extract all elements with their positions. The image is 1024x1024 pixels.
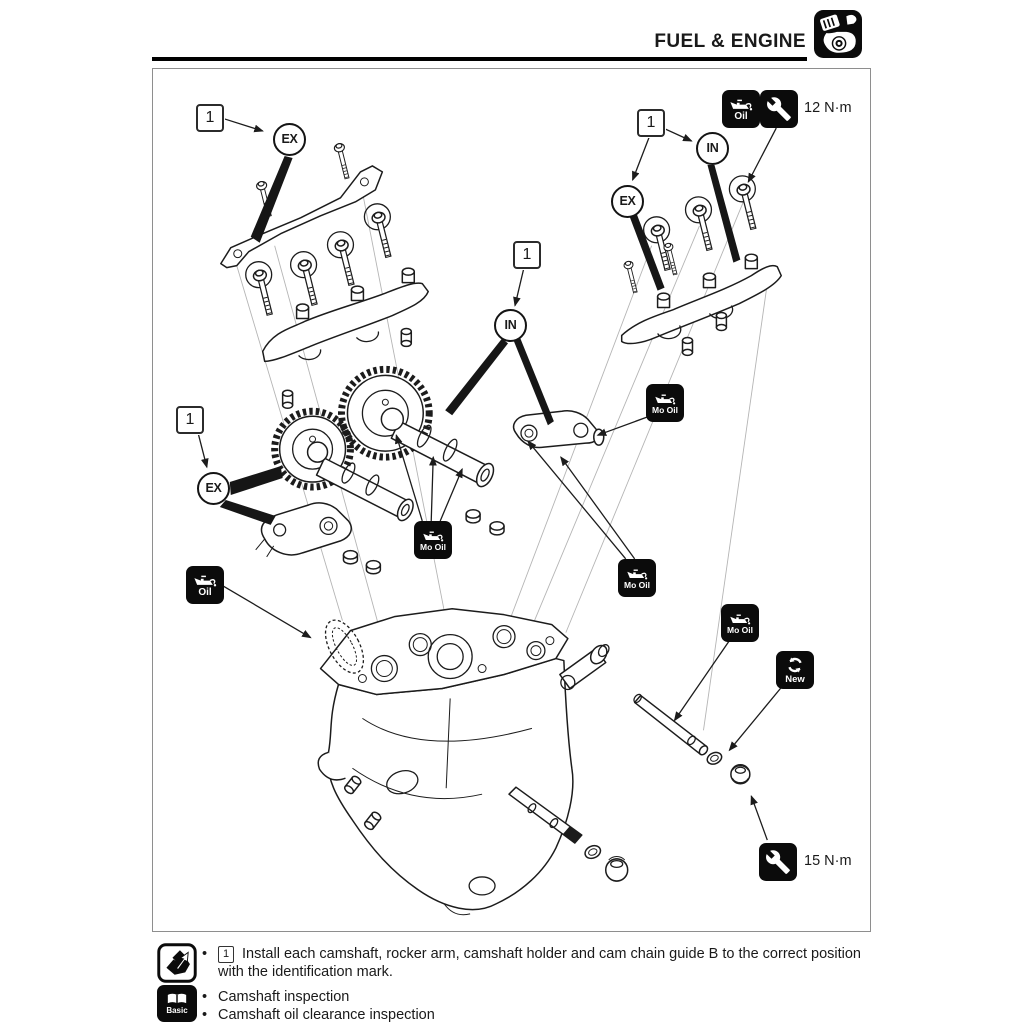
basic-item-text: Camshaft oil clearance inspection	[218, 1007, 435, 1023]
sealing-bolt-lower	[606, 857, 628, 882]
mo-oil-badge-label: Mo Oil	[420, 541, 446, 552]
callout-1-intake-cam: 1	[513, 241, 541, 269]
basic-item-row	[202, 1006, 435, 1024]
install-note-text	[218, 945, 874, 981]
cam-chain-guide-b	[221, 143, 383, 268]
install-note-row	[202, 945, 874, 981]
oil-can-icon	[729, 612, 751, 625]
page-title: FUEL & ENGINE	[654, 31, 806, 52]
oil-badge-label: Oil	[734, 110, 748, 122]
sealing-washer-upper	[705, 750, 723, 766]
diagram-frame	[152, 68, 871, 932]
mo-oil-badge-camshafts	[414, 521, 452, 559]
mo-oil-badge-label: Mo Oil	[624, 579, 650, 590]
mo-oil-badge-pipe	[721, 604, 759, 642]
ex-mark-right: EX	[611, 185, 644, 218]
callout-1-guide-plate: 1	[196, 104, 224, 132]
callout-1-intake-holder: 1	[637, 109, 665, 137]
oil-can-icon	[193, 573, 217, 587]
basic-item-row	[202, 988, 349, 1006]
intake-camshaft-holder	[622, 176, 782, 355]
callout-1-exhaust-cam: 1	[176, 406, 204, 434]
wrench-icon	[765, 849, 791, 875]
wrench-badge-top	[760, 90, 798, 128]
oil-can-icon	[654, 392, 676, 405]
mo-oil-badge-rocker-right	[646, 384, 684, 422]
install-note-body: Install each camshaft, rocker arm, camshaft holder and cam chain guide B to the correct position with the identification mark.	[218, 946, 861, 980]
mo-oil-badge-label: Mo Oil	[727, 624, 753, 635]
wrench-icon	[766, 96, 792, 122]
basic-item-text: Camshaft inspection	[218, 989, 350, 1005]
new-parts-icon	[786, 656, 804, 674]
callout-ref-1: 1	[218, 946, 234, 963]
torque-value-sealing-bolt: 15 N·m	[804, 853, 852, 869]
mo-oil-badge-rocker-mid	[618, 559, 656, 597]
oil-can-icon	[422, 529, 444, 542]
bullet: •	[202, 989, 208, 1005]
oil-badge-label: Oil	[198, 586, 212, 598]
note-icon	[157, 943, 197, 983]
mo-oil-badge-label: Mo Oil	[652, 404, 678, 415]
sealing-bolt-upper	[731, 765, 750, 784]
new-parts-badge	[776, 651, 814, 689]
rocker-arm-exhaust	[256, 503, 352, 557]
in-mark-center: IN	[494, 309, 527, 342]
oil-badge-top	[722, 90, 760, 128]
oil-control-pipe	[632, 693, 709, 756]
ex-mark-left: EX	[197, 472, 230, 505]
in-mark-top-right: IN	[696, 132, 729, 165]
engine-icon	[814, 10, 862, 58]
oil-can-icon	[626, 567, 648, 580]
exploded-diagram-art	[153, 69, 870, 931]
new-badge-label: New	[785, 673, 805, 685]
basic-icon-label: Basic	[166, 1005, 188, 1015]
wrench-badge-bottom	[759, 843, 797, 881]
oil-badge-head	[186, 566, 224, 604]
cylinder-head	[318, 609, 611, 915]
basic-manual-icon	[157, 985, 197, 1022]
open-book-icon	[166, 993, 188, 1006]
ex-mark-top-left: EX	[273, 123, 306, 156]
rocker-arm-intake	[514, 411, 604, 448]
sealing-washer-lower	[583, 843, 602, 860]
bullet: •	[202, 946, 208, 962]
oil-can-icon	[729, 97, 753, 111]
torque-value-holder-bolts: 12 N·m	[804, 100, 852, 116]
header-underline	[152, 57, 807, 61]
bullet: •	[202, 1007, 208, 1023]
